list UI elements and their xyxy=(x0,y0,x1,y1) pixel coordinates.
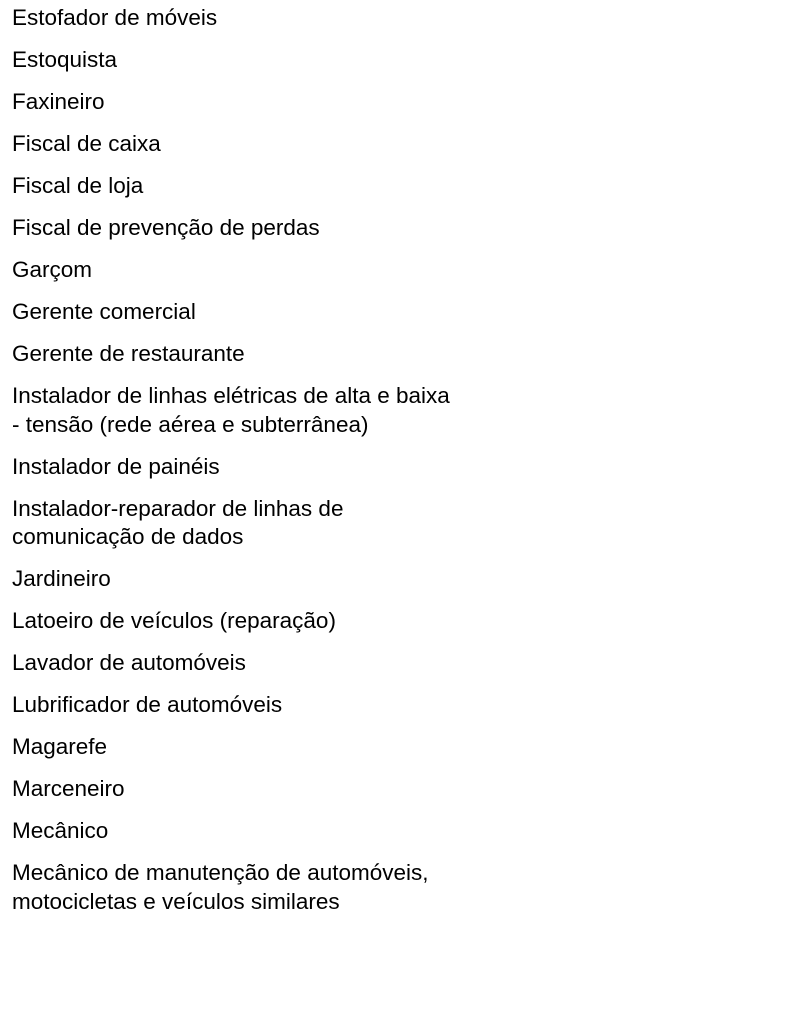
list-item: Latoeiro de veículos (reparação) xyxy=(12,608,336,633)
list-item: Lavador de automóveis xyxy=(12,650,246,675)
list-item: Mecânico de manutenção de automóveis, motocicletas e veículos similares xyxy=(12,860,429,914)
list-item: Instalador de linhas elétricas de alta e baixa - tensão (rede aérea e subterrânea) xyxy=(12,383,450,437)
list-item: Jardineiro xyxy=(12,566,111,591)
list-item: Gerente de restaurante xyxy=(12,341,245,366)
list-item: Fiscal de loja xyxy=(12,173,144,198)
list-item: Magarefe xyxy=(12,734,108,759)
list-item: Estoquista xyxy=(12,47,118,72)
list-item: Fiscal de caixa xyxy=(12,131,161,156)
list-item: Instalador-reparador de linhas de comunicação de dados xyxy=(12,495,344,549)
list-item: Garçom xyxy=(12,257,93,282)
list-item: Faxineiro xyxy=(12,89,105,114)
list-item: Lubrificador de automóveis xyxy=(12,692,283,717)
list-item: Gerente comercial xyxy=(12,299,196,324)
list-item: Instalador de painéis xyxy=(12,453,220,479)
list-item: Fiscal de prevenção de perdas xyxy=(12,215,320,240)
list-item: Mecânico xyxy=(12,818,109,843)
list-item: Marceneiro xyxy=(12,776,125,801)
occupation-list xyxy=(12,4,462,930)
list-item: Estofador de móveis xyxy=(12,5,218,30)
